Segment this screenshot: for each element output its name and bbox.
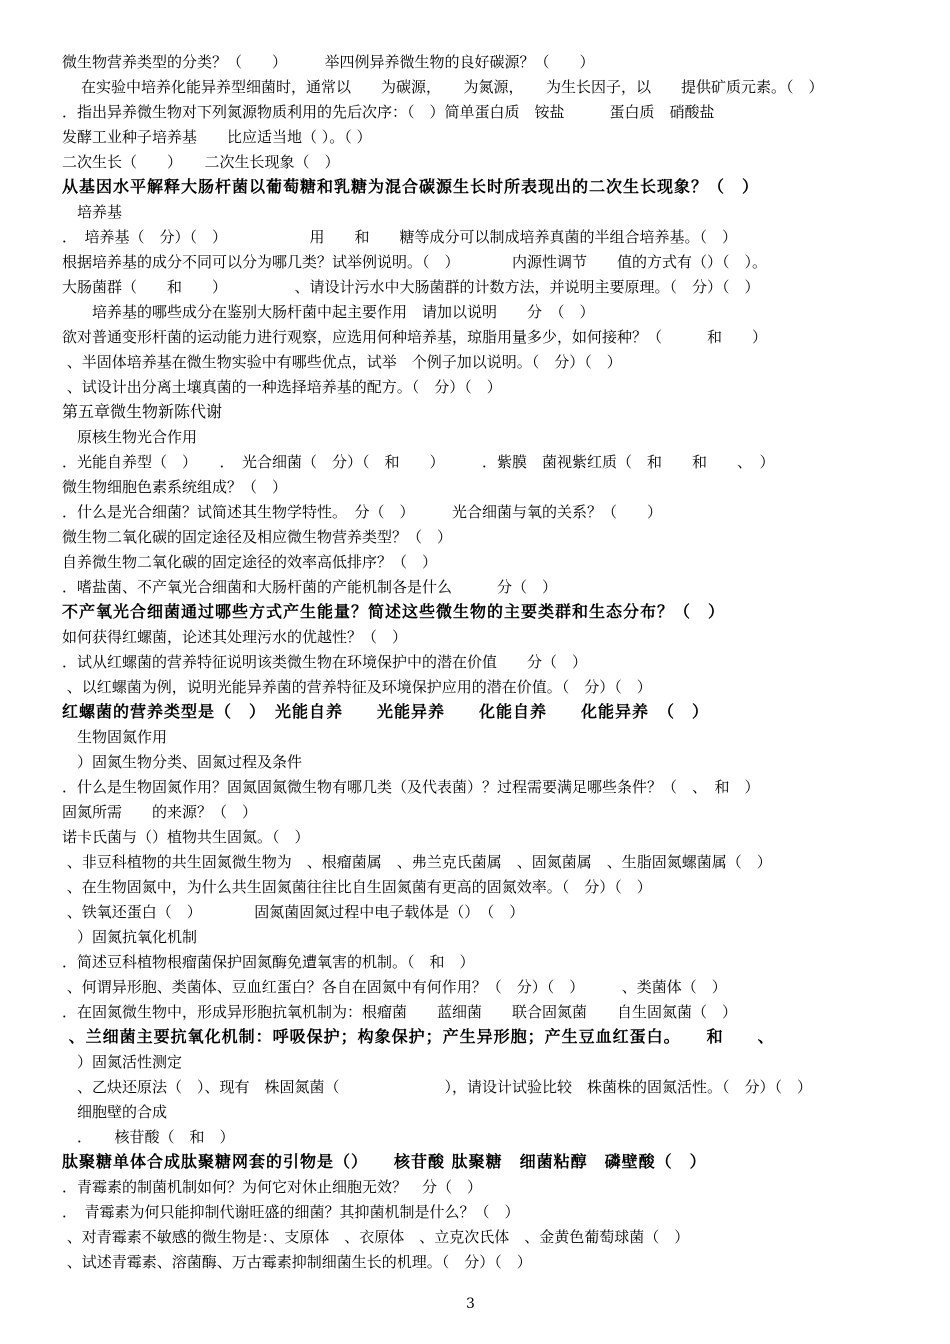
text-line-32: 诺卡氏菌与（）植物共生固氮。（ ）: [62, 828, 310, 846]
text-line-26: 、以红螺菌为例，说明光能异养菌的营养特征及环境保护应用的潜在价值。（ 分）（ ）: [62, 678, 652, 696]
text-line-35: 、铁氧还蛋白（ ） 固氮菌固氮过程中电子载体是（） （ ）: [62, 903, 525, 921]
text-line-33: 、非豆科植物的共生固氮微生物为 、根瘤菌属 、弗兰克氏菌属 、固氮菌属 、生脂固氮螺菌属（ ）: [62, 853, 772, 871]
text-line-31: 固氮所需 的来源？（ ）: [62, 803, 258, 821]
text-line-1: 微生物营养类型的分类？（ ） 举四例异养微生物的良好碳源？（ ）: [62, 53, 595, 71]
section-heading-cell-wall: 细胞壁的合成: [62, 1103, 168, 1121]
text-line-3: ．指出异养微生物对下列氮源物质利用的先后次序：（ ）简单蛋白质 铵盐 蛋白质 硝酸盐: [62, 103, 715, 121]
text-line-17: ．光能自养型（ ） ． 光合细菌（ 分）（ 和 ） ．紫膜 菌视紫红质（ 和 和 、 ）: [62, 453, 775, 471]
text-line-23: 不产氧光合细菌通过哪些方式产生能量？简述这些微生物的主要类群和生态分布？（ ）: [62, 602, 726, 621]
text-line-40: 、兰细菌主要抗氧化机制：呼吸保护；构象保护；产生异形胞；产生豆血红蛋白。 和 、: [62, 1027, 775, 1046]
text-line-12: 欲对普通变形杆菌的运动能力进行观察，应选用何种培养基，琼脂用量多少，如何接种？（ 和 ）: [62, 328, 768, 346]
page-number: 3: [466, 1296, 475, 1312]
text-line-6: 从基因水平解释大肠杆菌以葡萄糖和乳糖为混合碳源生长时所表现出的二次生长现象？（ ）: [62, 177, 760, 196]
text-line-37: ．简述豆科植物根瘤菌保护固氮酶免遭氧害的机制。（ 和 ）: [62, 953, 475, 971]
text-line-42: 、乙炔还原法（ ）、现有 株固氮菌（ ），请设计试验比较 株菌株的固氮活性。（ 分）（ ）: [62, 1078, 813, 1096]
subsection-heading-activity-test: ）固氮活性测定: [62, 1053, 183, 1071]
text-line-45: 肽聚糖单体合成肽聚糖网套的引物是（） 核苷酸 肽聚糖 细菌粘醇 磷壁酸（ ）: [62, 1152, 707, 1171]
text-line-21: 自养微生物二氧化碳的固定途径的效率高低排序？（ ）: [62, 553, 438, 571]
text-line-18: 微生物细胞色素系统组成？（ ）: [62, 478, 288, 496]
subsection-heading-classification: ）固氮生物分类、固氮过程及条件: [62, 753, 303, 771]
text-line-48: 、对青霉素不敏感的微生物是：、支原体 、衣原体 、立克次氏体 、金黄色葡萄球菌（ ）: [62, 1228, 690, 1246]
section-heading-culture-medium: 培养基: [62, 203, 123, 221]
text-line-9: 根据培养基的成分不同可以分为哪几类？试举例说明。（ ） 内源性调节 值的方式有（）（ ）。: [62, 253, 768, 271]
text-line-25: ．试从红螺菌的营养特征说明该类微生物在环境保护中的潜在价值 分（ ）: [62, 653, 588, 671]
text-line-8: ． 培养基（ 分）（ ） 用 和 糖等成分可以制成培养真菌的半组合培养基。（ ）: [62, 228, 738, 246]
text-line-34: 、在生物固氮中，为什么共生固氮菌往往比自生固氮菌有更高的固氮效率。（ 分）（ ）: [62, 878, 652, 896]
text-line-10: 大肠菌群（ 和 ） 、请设计污水中大肠菌群的计数方法，并说明主要原理。（ 分）（ ）: [62, 278, 760, 296]
text-line-19: ．什么是光合细菌？试简述其生物学特性。 分（ ） 光合细菌与氧的关系？（ ）: [62, 503, 663, 521]
section-heading-nitrogen-fixation: 生物固氮作用: [62, 728, 168, 746]
text-line-20: 微生物二氧化碳的固定途径及相应微生物营养类型？（ ）: [62, 528, 453, 546]
text-line-5: 二次生长（ ） 二次生长现象（ ）: [62, 153, 340, 171]
text-line-14: 、试设计出分离土壤真菌的一种选择培养基的配方。（ 分）（ ）: [62, 378, 502, 396]
text-line-4: 发酵工业种子培养基 比应适当地（ ）。（ ）: [62, 128, 372, 146]
text-line-30: ．什么是生物固氮作用？固氮固氮微生物有哪几类（及代表菌）？过程需要满足哪些条件？（ 、 和 ）: [62, 778, 760, 796]
text-line-22: ．嗜盐菌、不产氧光合细菌和大肠杆菌的产能机制各是什么 分（ ）: [62, 578, 558, 596]
text-line-47: ． 青霉素为何只能抑制代谢旺盛的细菌？其抑菌机制是什么？（ ）: [62, 1203, 520, 1221]
text-line-24: 如何获得红螺菌，论述其处理污水的优越性？（ ）: [62, 628, 408, 646]
text-line-38: 、何谓异形胞、类菌体、豆血红蛋白？各自在固氮中有何作用？（ 分）（ ） 、类菌体（ ）: [62, 978, 727, 996]
text-line-2: 在实验中培养化能异养型细菌时，通常以 为碳源， 为氮源， 为生长因子，以 提供矿质元素。（ ）: [66, 78, 824, 96]
text-line-49: 、试述青霉素、溶菌酶、万古霉素抑制细菌生长的机理。（ 分）（ ）: [62, 1253, 532, 1271]
text-line-44: ． 核苷酸（ 和 ）: [62, 1128, 235, 1146]
section-heading-photosynthesis: 原核生物光合作用: [62, 428, 198, 446]
text-line-39: ．在固氮微生物中，形成异形胞抗氧机制为：根瘤菌 蓝细菌 联合固氮菌 自生固氮菌（ ）: [62, 1003, 738, 1021]
text-line-13: 、半固体培养基在微生物实验中有哪些优点，试举 个例子加以说明。（ 分）（ ）: [62, 353, 622, 371]
text-line-46: ．青霉素的制菌机制如何？为何它对休止细胞无效？ 分（ ）: [62, 1178, 483, 1196]
text-line-11: 培养基的哪些成分在鉴别大肠杆菌中起主要作用 请加以说明 分 （ ）: [62, 303, 595, 321]
chapter-heading: 第五章微生物新陈代谢: [62, 402, 223, 421]
subsection-heading-antioxidation: ）固氮抗氧化机制: [62, 928, 198, 946]
text-line-27: 红螺菌的营养类型是（ ） 光能自养 光能异养 化能自养 化能异养 （ ）: [62, 702, 710, 721]
